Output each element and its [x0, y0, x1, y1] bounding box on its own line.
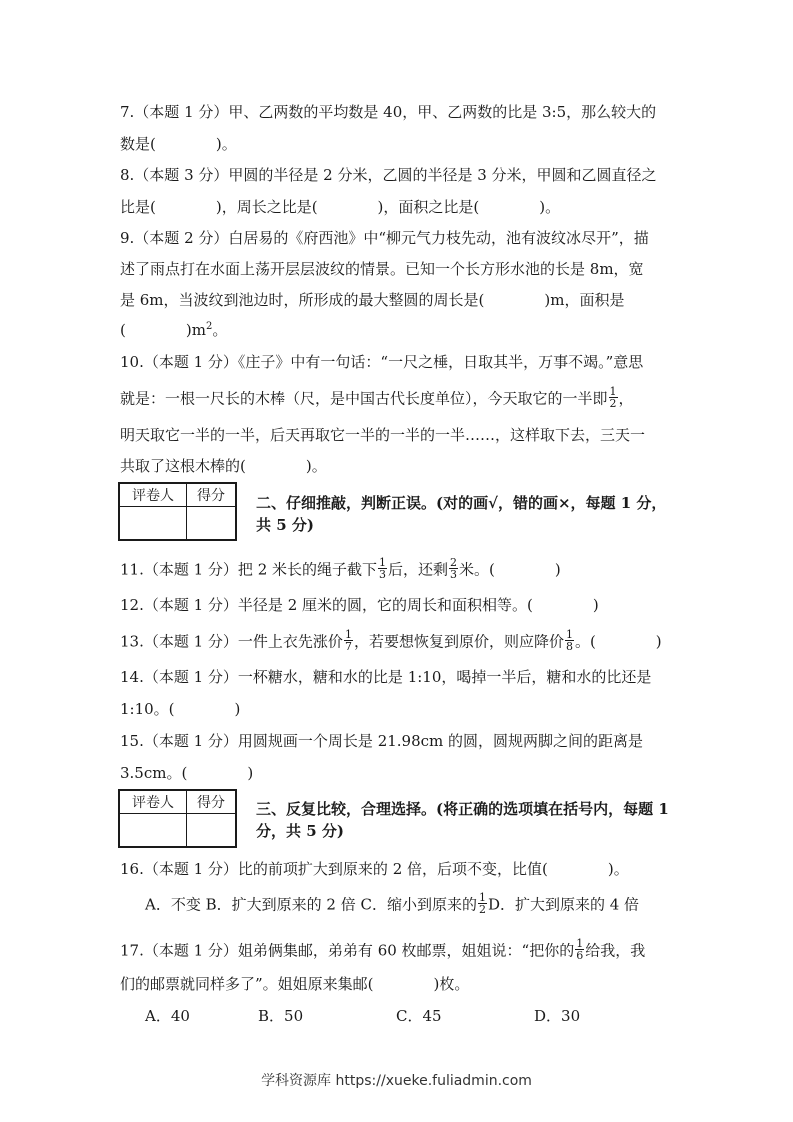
q11-line — [120, 556, 561, 582]
score-box-score-label: 得分 — [187, 790, 237, 814]
q13-text-a: 13.（本题 1 分）一件上衣先涨价 — [120, 632, 343, 651]
q10-line-1: 10.（本题 1 分）《庄子》中有一句话：“一尺之棰，日取其半，万事不竭。”意思 — [120, 353, 644, 371]
q17-text-b: 给我，我 — [585, 941, 646, 960]
fraction-numerator: 1 — [609, 385, 617, 398]
q9-line-4-text: ( )m — [120, 321, 206, 339]
q13-text-b: ，若要想恢复到原价，则应降价 — [353, 632, 564, 651]
score-box-grader-cell — [119, 507, 187, 541]
q7-line-1: 7.（本题 1 分）甲、乙两数的平均数是 40，甲、乙两数的比是 3:5，那么较大的 — [120, 103, 657, 121]
fraction-denominator: 7 — [344, 640, 352, 653]
q11-fraction-2 — [449, 557, 458, 580]
q8-line-1: 8.（本题 3 分）甲圆的半径是 2 分米，乙圆的半径是 3 分米，甲圆和乙圆直径之 — [120, 166, 657, 184]
score-box-score-cell — [187, 507, 237, 541]
fraction-denominator: 3 — [450, 568, 458, 581]
q11-fraction-1 — [378, 557, 387, 580]
fraction-numerator: 1 — [478, 891, 486, 904]
fraction-numerator: 1 — [344, 628, 352, 641]
q11-text-a: 11.（本题 1 分）把 2 米长的绳子截下 — [120, 560, 378, 579]
score-box-section-2 — [118, 482, 237, 541]
fraction-denominator: 8 — [565, 640, 573, 653]
q13-text-c: 。( ) — [574, 632, 662, 651]
q10-line-2-end: ， — [618, 389, 634, 408]
fraction-denominator: 2 — [478, 903, 486, 916]
q11-text-b: 后，还剩 — [388, 560, 449, 579]
q10-line-4: 共取了这根木棒的( )。 — [120, 457, 327, 475]
footer-watermark: 学科资源库 https://xueke.fuliadmin.com — [261, 1073, 532, 1089]
q8-line-2: 比是( )，周长之比是( )，面积之比是( )。 — [120, 198, 561, 216]
fraction-denominator: 3 — [379, 568, 387, 581]
q17-option-b: B．50 — [258, 1007, 304, 1025]
section-2-title: 二、仔细推敲，判断正误。(对的画√，错的画×，每题 1 分，共 5 分) — [256, 494, 667, 534]
q13-fraction-2 — [565, 629, 574, 652]
q17-line-1 — [120, 937, 646, 963]
q16-options — [145, 891, 640, 917]
q17-option-c: C．45 — [396, 1007, 442, 1025]
q10-line-2 — [120, 385, 634, 411]
q11-text-c: 米。( ) — [459, 560, 561, 579]
q9-line-1: 9.（本题 2 分）白居易的《府西池》中“柳元气力枝先动，池有波纹冰尽开”，描 — [120, 229, 649, 247]
q10-fraction — [609, 386, 618, 409]
q14-line-2: 1:10。( ) — [120, 700, 241, 718]
fraction-numerator: 1 — [379, 556, 387, 569]
q9-superscript: 2 — [205, 321, 213, 332]
q7-line-2: 数是( )。 — [120, 135, 237, 153]
q15-line-2: 3.5cm。( ) — [120, 764, 254, 782]
q17-fraction — [575, 938, 584, 961]
q10-line-2-text: 就是：一根一尺长的木棒（尺，是中国古代长度单位），今天取它的一半即 — [120, 389, 608, 408]
q14-line-1: 14.（本题 1 分）一杯糖水，糖和水的比是 1:10，喝掉一半后，糖和水的比还是 — [120, 668, 652, 686]
q13-line — [120, 628, 662, 654]
q9-line-4-end: 。 — [212, 321, 228, 339]
score-box-section-3 — [118, 789, 237, 848]
q12-line: 12.（本题 1 分）半径是 2 厘米的圆，它的周长和面积相等。( ) — [120, 596, 599, 614]
q17-option-a: A．40 — [145, 1007, 190, 1025]
q9-line-2: 述了雨点打在水面上荡开层层波纹的情景。已知一个长方形水池的长是 8m，宽 — [120, 260, 644, 278]
fraction-numerator: 1 — [576, 937, 584, 950]
q16-line-1: 16.（本题 1 分）比的前项扩大到原来的 2 倍，后项不变，比值( )。 — [120, 860, 629, 878]
q17-line-2: 们的邮票就同样多了”。姐姐原来集邮( )枚。 — [120, 975, 470, 993]
q15-line-1: 15.（本题 1 分）用圆规画一个周长是 21.98cm 的圆，圆规两脚之间的距离是 — [120, 732, 644, 750]
q9-line-3: 是 6m，当波纹到池边时，所形成的最大整圆的周长是( )m，面积是 — [120, 291, 625, 309]
q9-line-4 — [120, 320, 227, 340]
q16-fraction — [478, 892, 487, 915]
fraction-numerator: 1 — [565, 628, 573, 641]
fraction-numerator: 2 — [450, 556, 458, 569]
q10-line-3: 明天取它一半的一半，后天再取它一半的一半的一半……，这样取下去，三天一 — [120, 426, 646, 444]
section-3-title: 三、反复比较，合理选择。(将正确的选项填在括号内，每题 1 分，共 5 分) — [256, 800, 669, 840]
score-box-grader-cell — [119, 814, 187, 848]
score-box-score-cell — [187, 814, 237, 848]
q17-option-d: D．30 — [534, 1007, 581, 1025]
q17-text-a: 17.（本题 1 分）姐弟俩集邮，弟弟有 60 枚邮票，姐姐说：“把你的 — [120, 941, 575, 960]
score-box-grader-label: 评卷人 — [119, 790, 187, 814]
q16-options-text-b: D．扩大到原来的 4 倍 — [487, 895, 640, 914]
score-box-score-label: 得分 — [187, 483, 237, 507]
q13-fraction-1 — [344, 629, 353, 652]
q16-options-text-a: A．不变 B．扩大到原来的 2 倍 C．缩小到原来的 — [145, 895, 477, 914]
fraction-denominator: 2 — [609, 397, 617, 410]
score-box-grader-label: 评卷人 — [119, 483, 187, 507]
fraction-denominator: 6 — [576, 949, 584, 962]
